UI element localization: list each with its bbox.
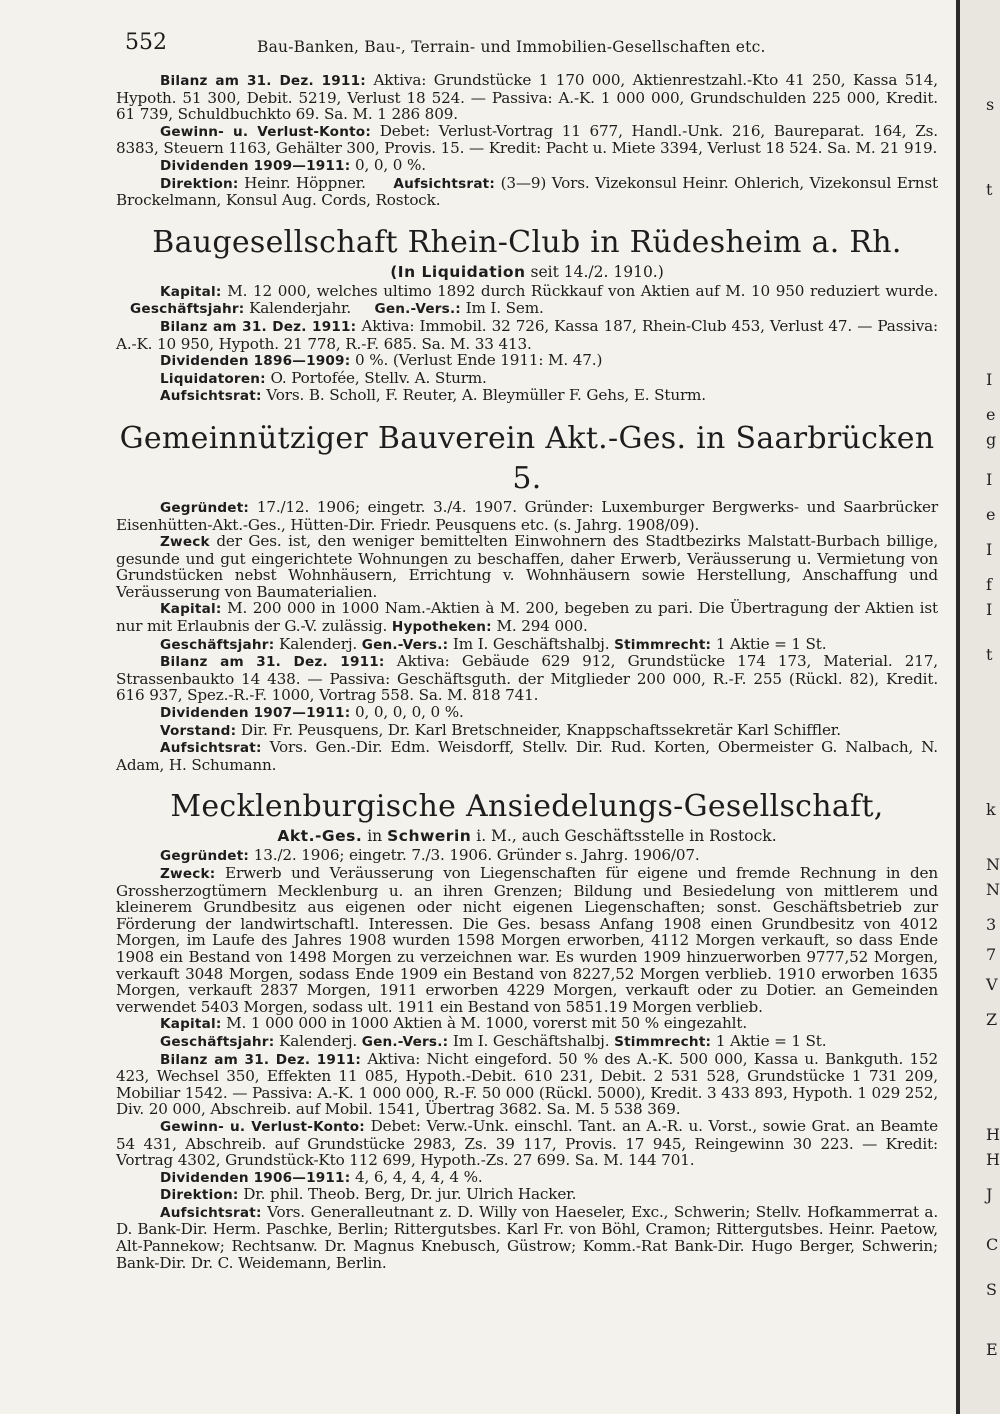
meck-title: Mecklenburgische Ansiedelungs-Gesellschaft,: [170, 789, 884, 825]
meck-direktion-label: Direktion:: [160, 1187, 239, 1204]
margin-glyph: I: [986, 540, 993, 559]
rhein-gv-label: Gen.-Vers.:: [374, 301, 461, 318]
meck-gegr-text: 13./2. 1906; eingetr. 7./3. 1906. Gründer s. Jahrg. 1906/07.: [253, 846, 700, 865]
saar-zweck: [116, 533, 938, 600]
margin-glyph: N: [986, 880, 1000, 899]
margin-glyph: 7: [986, 945, 997, 964]
saar-gegr-text: 17./12. 1906; eingetr. 3./4. 1907. Gründer: Luxemburger Bergwerks- und Saarbrücker Eisenhütten-Akt.-Ges., Hütten-Dir. Friedr. Peusquens etc. (s. Jahrg. 1908/09).: [116, 497, 938, 534]
intro-bilanz: [116, 72, 938, 123]
saar-gegr-label: Gegründet:: [160, 499, 250, 516]
meck-sub-akt: Akt.-Ges.: [277, 827, 363, 846]
margin-glyph: S: [986, 1280, 997, 1299]
intro-aufsicht-text: (3—9) Vors. Vizekonsul Heinr. Ohlerich, Vizekonsul Ernst Brockelmann, Konsul Aug. Cords, Rostock.: [116, 173, 939, 210]
intro-gewinn-label: Gewinn- u. Verlust-Konto:: [160, 123, 371, 140]
saar-gv-label: Gen.-Vers.:: [361, 636, 449, 653]
saar-hyp-label: Hypotheken:: [391, 619, 492, 636]
meck-stimm-label: Stimmrecht:: [614, 1033, 712, 1050]
saar-kapital: [116, 600, 938, 635]
rhein-kapital-label: Kapital:: [160, 283, 222, 300]
meck-kapital-label: Kapital:: [160, 1016, 222, 1033]
rhein-bilanz-label: Bilanz am 31. Dez. 1911:: [160, 318, 357, 335]
rhein-subtitle: [116, 263, 938, 281]
meck-direktion: [116, 1186, 938, 1204]
meck-dividenden-label: Dividenden 1906—1911:: [160, 1169, 351, 1186]
saar-dividenden-text: 0, 0, 0, 0, 0 %.: [355, 703, 464, 722]
intro-direktion-text: Heinr. Höppner.: [244, 173, 366, 192]
margin-glyph: H: [986, 1125, 1000, 1144]
margin-glyph: 3: [986, 915, 997, 934]
meck-gv-text: Im I. Geschäftshalbj.: [452, 1031, 610, 1050]
page-number: 552: [125, 30, 167, 55]
margin-glyph: t: [986, 645, 993, 664]
saar-section: [116, 419, 938, 774]
margin-glyph: E: [986, 1340, 998, 1359]
saar-stimm-label: Stimmrecht:: [614, 636, 712, 653]
saar-kapital-text: M. 200 000 in 1000 Nam.-Aktien à M. 200, begeben zu pari. Die Übertragung der Aktien ist nur mit Erlaubnis der G.-V. zulässig.: [116, 599, 938, 636]
meck-direktion-text: Dr. phil. Theob. Berg, Dr. jur. Ulrich Hacker.: [243, 1185, 577, 1204]
margin-glyph: s: [986, 95, 995, 114]
meck-kapital: [116, 1015, 938, 1033]
rhein-dividenden-text: 0 %. (Verlust Ende 1911: M. 47.): [355, 351, 603, 370]
intro-aufsicht-label: Aufsichtsrat:: [393, 175, 496, 192]
saar-geschaeftsjahr: [116, 636, 938, 654]
meck-zweck-text: Erwerb und Veräusserung von Liegenschaften für eigene und fremde Rechnung in den Grossherzogtümern Mecklenburg u. an ihren Grenzen; Bildung und Besiedelung von mittlerem und kleinerem Grundbesitz aus eigenen oder nicht eigenen Liegenschaften; sonst. Geschäftsbetrieb zur Förderung der landwirtschaftl. Interessen. Die Ges. besass Anfang 1908 einen Grundbesitz von 4012 Morgen, im Laufe des Jahres 1908 wurden 1598 Morgen erworben, 4112 Morgen verkauft, so dass Ende 1908 ein Bestand von 1498 Morgen zu verzeichnen war. Es wurden 1909 hinzuerworben 9777,52 Morgen, verkauft 3048 Morgen, sodass Ende 1909 ein Bestand von 8227,52 Morgen verblieb. 1910 erworben 1635 Morgen, verkauft 2837 Morgen, 1911 erworben 4229 Morgen, verkauft oder zu Dotier. an Gemeinden verwendet 5403 Morgen, sodass ult. 1911 ein Bestand von 5851.19 Morgen verblieb.: [116, 864, 938, 1016]
meck-bilanz-label: Bilanz am 31. Dez. 1911:: [160, 1051, 362, 1068]
meck-subtitle: [116, 827, 938, 845]
saar-gegruendet: [116, 499, 938, 533]
margin-glyph: f: [986, 575, 992, 594]
meck-sub-rest: i. M., auch Geschäftsstelle in Rostock.: [476, 827, 777, 846]
rhein-gj-label: Geschäftsjahr:: [130, 301, 245, 318]
rhein-liq-label: Liquidatoren:: [160, 370, 266, 387]
meck-bilanz: [116, 1051, 938, 1118]
margin-glyph: J: [986, 1185, 993, 1204]
meck-dividenden: [116, 1169, 938, 1187]
rhein-kapital: [116, 283, 938, 318]
saar-title: Gemeinnütziger Bauverein Akt.-Ges. in Saarbrücken 5.: [119, 420, 935, 496]
saar-gv-text: Im I. Geschäftshalbj.: [452, 634, 610, 653]
running-title: Bau-Banken, Bau-, Terrain- und Immobilien-Gesellschaften etc.: [257, 38, 766, 56]
meck-gv-label: Gen.-Vers.:: [361, 1033, 449, 1050]
intro-gewinn-text: Debet: Verlust-Vortrag 11 677, Handl.-Unk. 216, Baureparat. 164, Zs. 8383, Steuern 1163, Gehälter 300, Provis. 15. — Kredit: Pacht u. Miete 3394, Verlust 18 524. Sa. M. 21 919.: [116, 121, 938, 158]
margin-glyph: H: [986, 1150, 1000, 1169]
saar-vorstand-label: Vorstand:: [160, 722, 237, 739]
meck-zweck-label: Zweck:: [160, 866, 216, 882]
saar-gj-text: Kalenderj.: [279, 634, 358, 653]
rhein-liquidatoren: [116, 370, 938, 388]
margin-glyph: I: [986, 600, 993, 619]
margin-glyph: Z: [986, 1010, 998, 1029]
saar-zweck-text: der Ges. ist, den weniger bemittelten Einwohnern des Stadtbezirks Malstatt-Burbach billige, gesunde und gut eingerichtete Wohnungen zu beschaffen, daher Erwerb, Veräusserung u. Vermietung von Grundstücken nebst Wohnhäusern, Errichtung v. Wohnhäusern sowie Herstellung, Anschaffung und Veräusserung von Baumaterialien.: [116, 532, 938, 601]
intro-direktion: [116, 175, 938, 209]
meck-gj-text: Kalenderj.: [279, 1031, 358, 1050]
margin-glyph: e: [986, 505, 996, 524]
rhein-sub-rest: seit 14./2. 1910.): [530, 262, 664, 281]
page-header: [125, 30, 935, 60]
saar-bilanz: [116, 653, 938, 704]
margin-glyph: g: [986, 430, 997, 449]
meck-gewinn: [116, 1118, 938, 1169]
meck-gewinn-label: Gewinn- u. Verlust-Konto:: [160, 1118, 365, 1135]
intro-dividenden: [116, 157, 938, 175]
rhein-title: Baugesellschaft Rhein-Club in Rüdesheim a. Rh.: [152, 224, 902, 260]
intro-bilanz-label: Bilanz am 31. Dez. 1911:: [160, 73, 366, 89]
meck-gegruendet: [116, 847, 938, 865]
meck-aufsicht: [116, 1204, 938, 1271]
meck-section: [116, 787, 938, 1271]
saar-hyp-text: M. 294 000.: [496, 617, 588, 636]
meck-geschaeftsjahr: [116, 1033, 938, 1051]
margin-glyph: I: [986, 370, 993, 389]
saar-zweck-label: Zweck: [160, 534, 210, 551]
saar-dividenden-label: Dividenden 1907—1911:: [160, 705, 351, 722]
margin-glyph: I: [986, 470, 993, 489]
saar-stimm-text: 1 Aktie = 1 St.: [715, 634, 827, 653]
meck-kapital-text: M. 1 000 000 in 1000 Aktien à M. 1000, vorerst mit 50 % eingezahlt.: [226, 1014, 748, 1033]
saar-gj-label: Geschäftsjahr:: [160, 636, 275, 653]
intro-gewinn: [116, 123, 938, 157]
intro-section: [116, 72, 938, 209]
intro-dividenden-text: 0, 0, 0 %.: [355, 155, 426, 174]
saar-aufsicht: [116, 739, 938, 773]
rhein-bilanz: [116, 318, 938, 352]
adjacent-page-margin: [960, 0, 1000, 1414]
rhein-gj-text: Kalenderjahr.: [249, 299, 352, 318]
meck-bilanz-text: Aktiva: Nicht eingeford. 50 % des A.-K. 500 000, Kassa u. Bankguth. 152 423, Wechsel 350, Effekten 11 085, Hypoth.-Debit. 610 231, Debit. 2 531 528, Grundstücke 1 731 209, Mobiliar 1542. — Passiva: A.-K. 1 000 000, R.-F. 50 000 (Rückl. 5000), Kredit. 3 433 893, Hypoth. 1 029 252, Div. 20 000, Abschreib. auf Mobil. 1541, Übertrag 3682. Sa. M. 5 538 369.: [116, 1049, 938, 1119]
intro-dividenden-label: Dividenden 1909—1911:: [160, 157, 351, 174]
text-column: [116, 72, 938, 1271]
saar-bilanz-label: Bilanz am 31. Dez. 1911:: [160, 654, 385, 671]
saar-vorstand: [116, 722, 938, 740]
saar-bilanz-text: Aktiva: Gebäude 629 912, Grundstücke 174 173, Material. 217, Strassenbaukto 14 438. — Passiva: Geschäftsguth. der Mitglieder 200 000, R.-F. 255 (Rückl. 82), Kredit. 616 937, Spez.-R.-F. 1000, Vortrag 558. Sa. M. 818 741.: [116, 652, 938, 705]
rhein-dividenden: [116, 352, 938, 370]
meck-stimm-text: 1 Aktie = 1 St.: [715, 1031, 827, 1050]
rhein-aufsicht: [116, 387, 938, 405]
rhein-aufsicht-text: Vors. B. Scholl, F. Reuter, A. Bleymüller F. Gehs, E. Sturm.: [266, 386, 706, 405]
meck-gj-label: Geschäftsjahr:: [160, 1033, 275, 1050]
intro-direktion-label: Direktion:: [160, 175, 239, 192]
intro-bilanz-text: Aktiva: Grundstücke 1 170 000, Aktienrestzahl.-Kto 41 250, Kassa 514, Hypoth. 51 300, Debit. 5219, Verlust 18 524. — Passiva: A.-K. 1 000 000, Grundschulden 225 000, Kredit. 61 739, Schuldbuchkto 69. Sa. M. 1 286 809.: [116, 71, 938, 124]
margin-glyph: C: [986, 1235, 999, 1254]
rhein-sub-liq: (In Liquidation: [390, 262, 526, 281]
meck-sub-in: in: [367, 827, 383, 846]
meck-dividenden-text: 4, 6, 4, 4, 4, 4 %.: [355, 1167, 483, 1186]
margin-glyph: N: [986, 855, 1000, 874]
meck-zweck: [116, 865, 938, 1015]
margin-glyph: V: [986, 975, 998, 994]
saar-dividenden: [116, 704, 938, 722]
margin-glyph: e: [986, 405, 996, 424]
margin-glyph: k: [986, 800, 996, 819]
meck-gegr-label: Gegründet:: [160, 848, 250, 865]
rhein-section: [116, 223, 938, 405]
rhein-gv-text: Im I. Sem.: [465, 299, 544, 318]
rhein-liq-text: O. Portofée, Stellv. A. Sturm.: [270, 368, 487, 387]
rhein-bilanz-text: Aktiva: Immobil. 32 726, Kassa 187, Rhein-Club 453, Verlust 47. — Passiva: A.-K. 10 950, Hypoth. 21 778, R.-F. 685. Sa. M. 33 413.: [116, 316, 938, 353]
rhein-dividenden-label: Dividenden 1896—1909:: [160, 353, 351, 370]
meck-gewinn-text: Debet: Verw.-Unk. einschl. Tant. an A.-R. u. Vorst., sowie Grat. an Beamte 54 431, Abschreib. auf Grundstücke 2983, Zs. 39 117, Provis. 17 945, Reingewinn 30 223. — Kredit: Vortrag 4302, Grundstück-Kto 112 699, Hypoth.-Zs. 27 699. Sa. M. 144 701.: [116, 1116, 938, 1170]
margin-glyph: t: [986, 180, 993, 199]
meck-sub-city: Schwerin: [387, 827, 472, 846]
saar-vorstand-text: Dir. Fr. Peusquens, Dr. Karl Bretschneider, Knappschaftssekretär Karl Schiffler.: [240, 720, 841, 739]
meck-aufsicht-text: Vors. Generalleutnant z. D. Willy von Haeseler, Exc., Schwerin; Stellv. Hofkammerrat a. D. Bank-Dir. Herm. Paschke, Berlin; Rittergutsbes. Karl Fr. von Böhl, Cramon; Rittergutsbes. Heinr. Paetow, Alt-Pannekow; Rechtsanw. Dr. Magnus Knebusch, Güstrow; Komm.-Rat Bank-Dir. Hugo Berger, Schwerin; Bank-Dir. Dr. C. Weidemann, Berlin.: [116, 1202, 938, 1272]
saar-kapital-label: Kapital:: [160, 601, 222, 618]
saar-aufsicht-text: Vors. Gen.-Dir. Edm. Weisdorff, Stellv. Dir. Rud. Korten, Obermeister G. Nalbach, N. Adam, H. Schumann.: [116, 738, 938, 774]
saar-aufsicht-label: Aufsichtsrat:: [160, 740, 262, 757]
rhein-aufsicht-label: Aufsichtsrat:: [160, 388, 262, 405]
rhein-kapital-text: M. 12 000, welches ultimo 1892 durch Rückkauf von Aktien auf M. 10 950 reduziert wurde.: [227, 281, 938, 300]
meck-aufsicht-label: Aufsichtsrat:: [160, 1204, 262, 1221]
